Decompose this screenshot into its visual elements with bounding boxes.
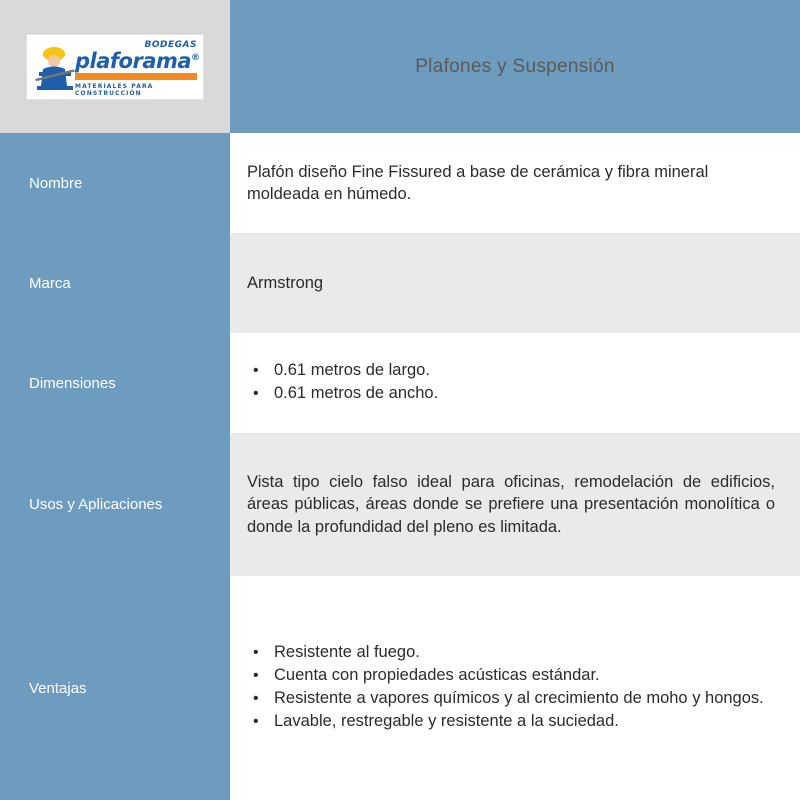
row-value-nombre xyxy=(230,133,800,233)
logo-wordmark-text: plaforama xyxy=(75,48,192,73)
row-value-usos xyxy=(230,433,800,576)
ventajas-list xyxy=(247,642,775,733)
page-title: Plafones y Suspensión xyxy=(415,55,615,77)
row-label-dimensiones: Dimensiones xyxy=(29,374,116,392)
logo-orange-bar xyxy=(75,73,197,80)
row-value-marca xyxy=(230,233,800,333)
list-item: • Cuenta con propiedades acústicas estándar. xyxy=(247,665,775,687)
usos-text: Vista tipo cielo falso ideal para oficinas, remodelación de edificios, áreas públicas, áreas donde se prefiere una presentación monolítica o donde la profundidad del pleno es limitada. xyxy=(247,473,775,536)
logo-registered-mark: ® xyxy=(191,52,200,63)
list-item: • Lavable, restregable y resistente a la suciedad. xyxy=(247,711,775,733)
list-item: • 0.61 metros de largo. xyxy=(247,360,775,382)
logo-wordmark xyxy=(75,48,200,73)
dimensiones-list xyxy=(247,360,775,406)
nombre-text: Plafón diseño Fine Fissured a base de cerámica y fibra mineral moldeada en húmedo. xyxy=(247,162,709,203)
logo-cell xyxy=(0,0,230,133)
row-value-dimensiones xyxy=(230,333,800,433)
list-item: • Resistente al fuego. xyxy=(247,642,775,664)
row-label-usos: Usos y Aplicaciones xyxy=(29,496,163,513)
list-item: • 0.61 metros de ancho. xyxy=(247,383,775,405)
logo-tagline: BODEGAS xyxy=(144,39,197,50)
sheet-header xyxy=(230,0,800,133)
worker-icon xyxy=(33,42,77,92)
row-label-ventajas: Ventajas xyxy=(29,679,87,697)
company-logo xyxy=(26,34,204,100)
marca-text: Armstrong xyxy=(247,273,324,292)
row-value-ventajas xyxy=(230,576,800,800)
row-label-marca: Marca xyxy=(29,274,71,292)
logo-subtitle: MATERIALES PARA CONSTRUCCIÓN xyxy=(75,82,154,97)
list-item: • Resistente a vapores químicos y al crecimiento de moho y hongos. xyxy=(247,688,775,710)
row-label-nombre: Nombre xyxy=(29,174,83,192)
